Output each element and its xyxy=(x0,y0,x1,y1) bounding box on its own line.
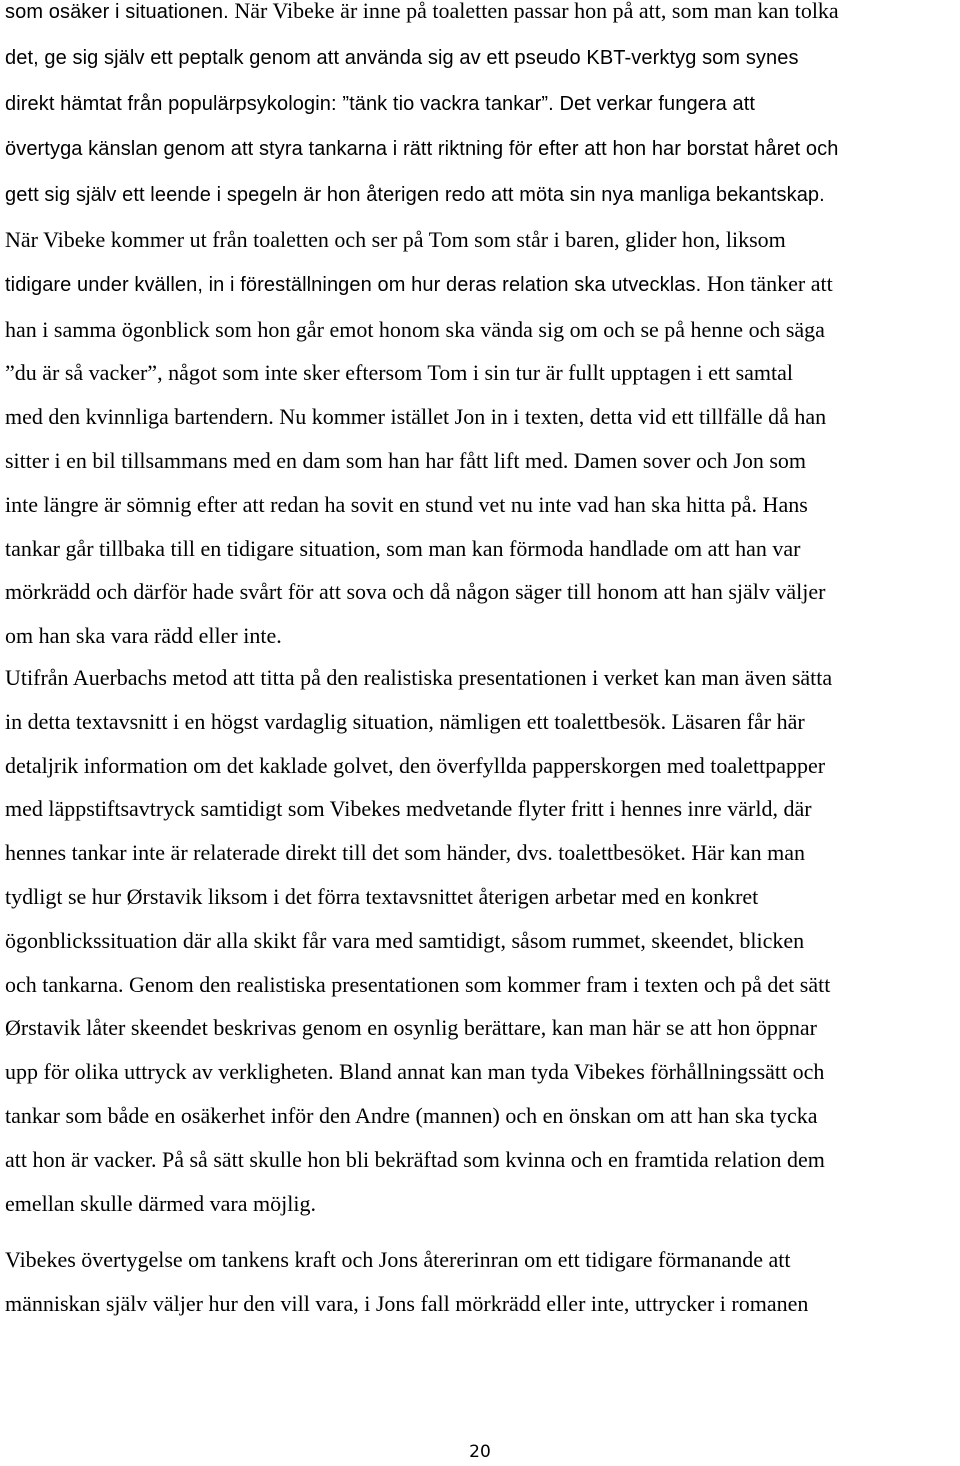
text-run: hennes tankar inte är relaterade direkt till det som händer, dvs. toalettbesöket. Här kan man xyxy=(5,840,805,866)
text-run: med läppstiftsavtryck samtidigt som Vibekes medvetande flyter fritt i hennes inre värld, där xyxy=(5,796,812,822)
text-run: in detta textavsnitt i en högst vardaglig situation, nämligen ett toalettbesök. Läsaren får här xyxy=(5,708,805,734)
text-line xyxy=(5,570,955,614)
text-line xyxy=(5,439,955,483)
text-run: tankar som både en osäkerhet inför den Andre (mannen) och en önskan om att han ska tycka xyxy=(5,1102,818,1128)
text-line xyxy=(5,656,955,700)
text-run: som osäker i situationen. xyxy=(5,1,235,23)
paragraph-3 xyxy=(5,1238,955,1326)
text-run: inte längre är sömnig efter att redan ha sovit en stund vet nu inte vad han ska hitta på. Hans xyxy=(5,491,808,517)
text-line xyxy=(5,700,955,744)
text-run: När Vibeke är inne på toaletten passar hon på att, som man kan tolka xyxy=(234,0,839,23)
text-run: detaljrik information om det kaklade golvet, den överfyllda papperskorgen med toalettpapper xyxy=(5,752,826,778)
text-line xyxy=(5,1094,955,1138)
text-run: Utifrån Auerbachs metod att titta på den realistiska presentationen i verket kan man även sätta xyxy=(5,665,833,690)
text-line xyxy=(5,1138,955,1182)
text-run: tydligt se hur Ørstavik liksom i det förra textavsnittet återigen arbetar med en konkret xyxy=(5,883,759,909)
text-line xyxy=(5,787,955,831)
text-run: emellan skulle därmed vara möjlig. xyxy=(5,1190,316,1216)
text-line xyxy=(5,963,955,1007)
text-run: tankar går tillbaka till en tidigare situation, som man kan förmoda handlade om att han var xyxy=(5,535,801,561)
text-line xyxy=(5,527,955,571)
text-run: och tankarna. Genom den realistiska presentationen som kommer fram i texten och på det sätt xyxy=(5,971,831,997)
text-line xyxy=(5,395,955,439)
text-line xyxy=(5,483,955,527)
text-run: att hon är vacker. På så sätt skulle hon bli bekräftad som kvinna och en framtida relation dem xyxy=(5,1146,825,1172)
text-run: ögonblickssituation där alla skikt får vara med samtidigt, såsom rummet, skeendet, blicken xyxy=(5,927,805,953)
text-line xyxy=(5,35,955,81)
text-run: om han ska vara rädd eller inte. xyxy=(5,623,282,649)
text-run: övertyga känslan genom att styra tankarna i rätt riktning för efter att hon har borstat håret och xyxy=(5,138,839,161)
text-run: det, ge sig själv ett peptalk genom att använda sig av ett pseudo KBT-verktyg som synes xyxy=(5,46,799,69)
text-line xyxy=(5,1050,955,1094)
text-line xyxy=(5,1282,955,1326)
text-run: människan själv väljer hur den vill vara, i Jons fall mörkrädd eller inte, uttrycker i romanen xyxy=(5,1290,809,1316)
text-line xyxy=(5,172,955,218)
text-line xyxy=(5,1238,955,1282)
text-line xyxy=(5,744,955,788)
text-line xyxy=(5,1182,955,1226)
text-line xyxy=(5,81,955,127)
text-line xyxy=(5,831,955,875)
text-run: Det verkar fungera att xyxy=(559,92,756,115)
text-line xyxy=(5,218,955,262)
text-line xyxy=(5,126,955,172)
paragraph-1 xyxy=(5,0,955,658)
text-run: Hon tänker att xyxy=(706,270,833,296)
text-line xyxy=(5,351,955,395)
text-run: med den kvinnliga bartendern. Nu kommer istället Jon in i texten, detta vid ett tillfälle då han xyxy=(5,404,827,430)
text-run: direkt hämtat från populärpsykologin: ”tänk tio vackra tankar”. xyxy=(5,92,560,115)
text-run: Ørstavik låter skeendet beskrivas genom en osynlig berättare, kan man här se att hon öppnar xyxy=(5,1015,817,1041)
text-line xyxy=(5,875,955,919)
text-run: sitter i en bil tillsammans med en dam som han har fått lift med. Damen sover och Jon som xyxy=(5,447,807,473)
text-line xyxy=(5,1006,955,1050)
text-run: När Vibeke kommer ut från toaletten och ser på Tom som står i baren, glider hon, liksom xyxy=(5,226,786,252)
text-line xyxy=(5,262,955,308)
text-line xyxy=(5,0,955,35)
text-line xyxy=(5,919,955,963)
text-run: Vibekes övertygelse om tankens kraft och Jons återerinran om ett tidigare förmanande att xyxy=(5,1247,791,1272)
text-run: gett sig själv ett leende i spegeln är hon återigen redo att möta sin nya manliga bekantskap. xyxy=(5,184,825,207)
text-line xyxy=(5,308,955,352)
text-run: mörkrädd och därför hade svårt för att sova och då någon säger till honom att han själv väljer xyxy=(5,579,826,605)
text-run: tidigare under kvällen, in i föreställningen om hur deras relation ska utvecklas. xyxy=(5,273,707,296)
text-run: han i samma ögonblick som hon går emot honom ska vända sig om och se på henne och säga xyxy=(5,316,825,342)
page-number: 20 xyxy=(469,1442,491,1462)
paragraph-2 xyxy=(5,656,955,1225)
text-line xyxy=(5,614,955,658)
text-run: ”du är så vacker”, något som inte sker eftersom Tom i sin tur är fullt upptagen i ett samtal xyxy=(5,360,793,386)
text-run: upp för olika uttryck av verkligheten. Bland annat kan man tyda Vibekes förhållningssätt och xyxy=(5,1059,825,1085)
